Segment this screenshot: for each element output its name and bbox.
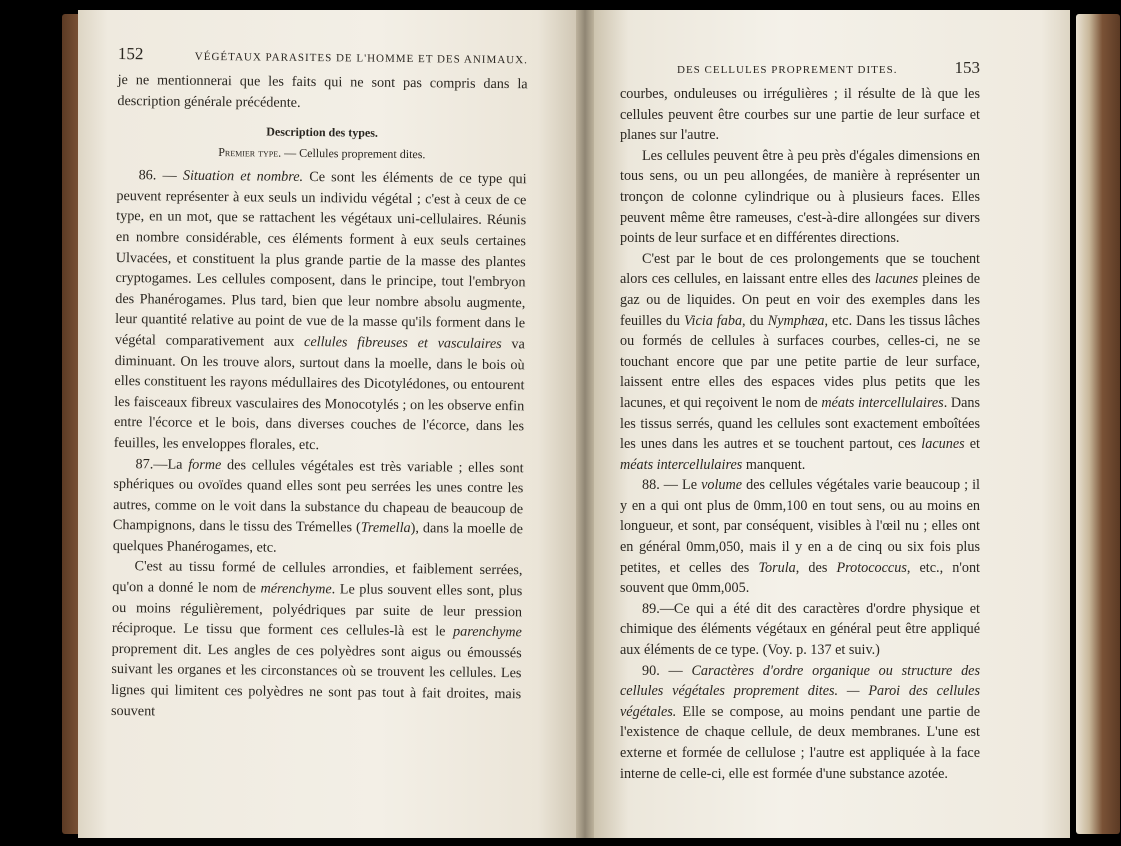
paragraph-89: 89.—Ce qui a été dit des caractères d'ordre physique et chimique des éléments végétaux en général peut être appliqué aux éléments de ce type. (Voy. p. 137 et suiv.)	[620, 600, 980, 659]
running-head-title: VÉGÉTAUX PARASITES DE L'HOMME ET DES ANIMAUX.	[194, 50, 528, 67]
running-head-title: DES CELLULES PROPREMENT DITES.	[677, 64, 898, 76]
page-number: 152	[117, 44, 144, 64]
paragraph-90: 90. — Caractères d'ordre organique ou structure des cellules végétales proprement dites. — Paroi des cellules végétales. Elle se compose, au moins pendant une partie de l'existence de chaque cellule, de deux membranes. L'une est externe et formée de cellulose ; l'autre est appliquée à la face interne de celle-ci, elle est formée d'une substance azotée.	[620, 662, 980, 782]
paragraph: C'est au tissu formé de cellules arrondies, et faiblement serrées, qu'on a donné le nom de mérenchyme. Le plus souvent elles sont, plus ou moins régulièrement, polyédriques par suite de leur pression réciproque. Le tissu que forment ces cellules-là est le parenchyme proprement dit. Les angles de ces polyèdres sont aigus ou émoussés suivant les organes et les circonstances où se trouvent les cellules. Les lignes qui limitent ces polyèdres ne sont pas tout à fait droites, mais souvent	[110, 558, 523, 720]
section-title: Description des types.	[266, 124, 378, 140]
page-number: 153	[954, 58, 980, 77]
left-running-head	[118, 44, 528, 68]
book-gutter	[576, 10, 594, 838]
right-page-text	[620, 58, 980, 784]
paragraph: C'est par le bout de ces prolongements que se touchent alors ces cellules, en laissant entre elles des lacunes pleines de gaz ou de liquides. On peut en voir des exemples dans les feuilles du Vicia faba, du Nymphæa, etc. Dans les tissus lâches ou formés de cellules à surfaces courbes, celles-ci, ne se touchant encore que par une petite partie de leur surface, laissent entre elles des espaces vides plus petits que les lacunes, et qui reçoivent le nom de méats intercellulaires. Dans les tissus serrés, quand les cellules sont exactement emboîtées les unes dans les autres et se touchent partout, ces lacunes et méats intercellulaires manquent.	[620, 250, 980, 473]
paragraph-88: 88. — Le volume des cellules végétales varie beaucoup ; il y en a qui ont plus de 0mm,100 en tout sens, ou au moins en longueur, et sont, par conséquent, visibles à l'œil nu ; elles ont en général 0mm,050, mais il y en a de cinq ou six fois plus petites, et celles des Torula, des Protococcus, etc., n'ont souvent que 0mm,005.	[620, 477, 980, 597]
subsection-title: Premier type. — Cellules proprement dites.	[218, 145, 426, 162]
paragraph: Les cellules peuvent être à peu près d'égales dimensions en tous sens, ou un peu allongées, de manière à représenter un tronçon de colonne cylindrique ou à plusieurs faces. Elles peuvent même être rameuses, c'est-à-dire allongées sur divers points de leur surface et en différentes directions.	[620, 147, 980, 247]
paragraph-87: 87.—La forme des cellules végétales est très variable ; elles sont sphériques ou ovoïdes quand elles sont peu serrées les unes contre les autres, comme on le voit dans la substance du chapeau de beaucoup de Champignons, dans le tissu des Trémelles (Tremella), dans la moelle de quelques Phanérogames, etc.	[112, 455, 524, 556]
paragraph: courbes, onduleuses ou irrégulières ; il résulte de là que les cellules peuvent être courbes sur une partie de leur surface et planes sur l'autre.	[620, 86, 980, 144]
paragraph-86: 86. — Situation et nombre. Ce sont les éléments de ce type qui peuvent représenter à eux seuls un individu végétal ; c'est à ceux de ce type, en un mot, que se rattachent les végétaux uni-cellulaires. Réunis en nombre considérable, ces éléments forment à eux seuls certaines Ulvacées, et constituent la plus grande partie de la masse des plantes cryptogames. Les cellules composent, dans le principe, tout l'embryon des Phanérogames. Plus tard, bien que leur nombre absolu augmente, leur quantité relative au point de vue de la masse qu'ils forment dans le végétal comparativement aux cellules fibreuses et vasculaires va diminuant. On les trouve alors, surtout dans la moelle, dans le bois où elles constituent les rayons médullaires des Dicotylédones, ou entourent les faisceaux fibreux vasculaires des Monocotylés ; on les observe enfin entre l'écorce et le bois, dans diverses couches de l'écorce, dans les feuilles, les enveloppes florales, etc.	[113, 167, 527, 454]
right-book-edge	[1076, 14, 1120, 834]
left-page-text	[111, 44, 528, 725]
right-running-head	[620, 58, 980, 78]
paragraph: je ne mentionnerai que les faits qui ne sont pas compris dans la description générale précédente.	[117, 71, 528, 111]
